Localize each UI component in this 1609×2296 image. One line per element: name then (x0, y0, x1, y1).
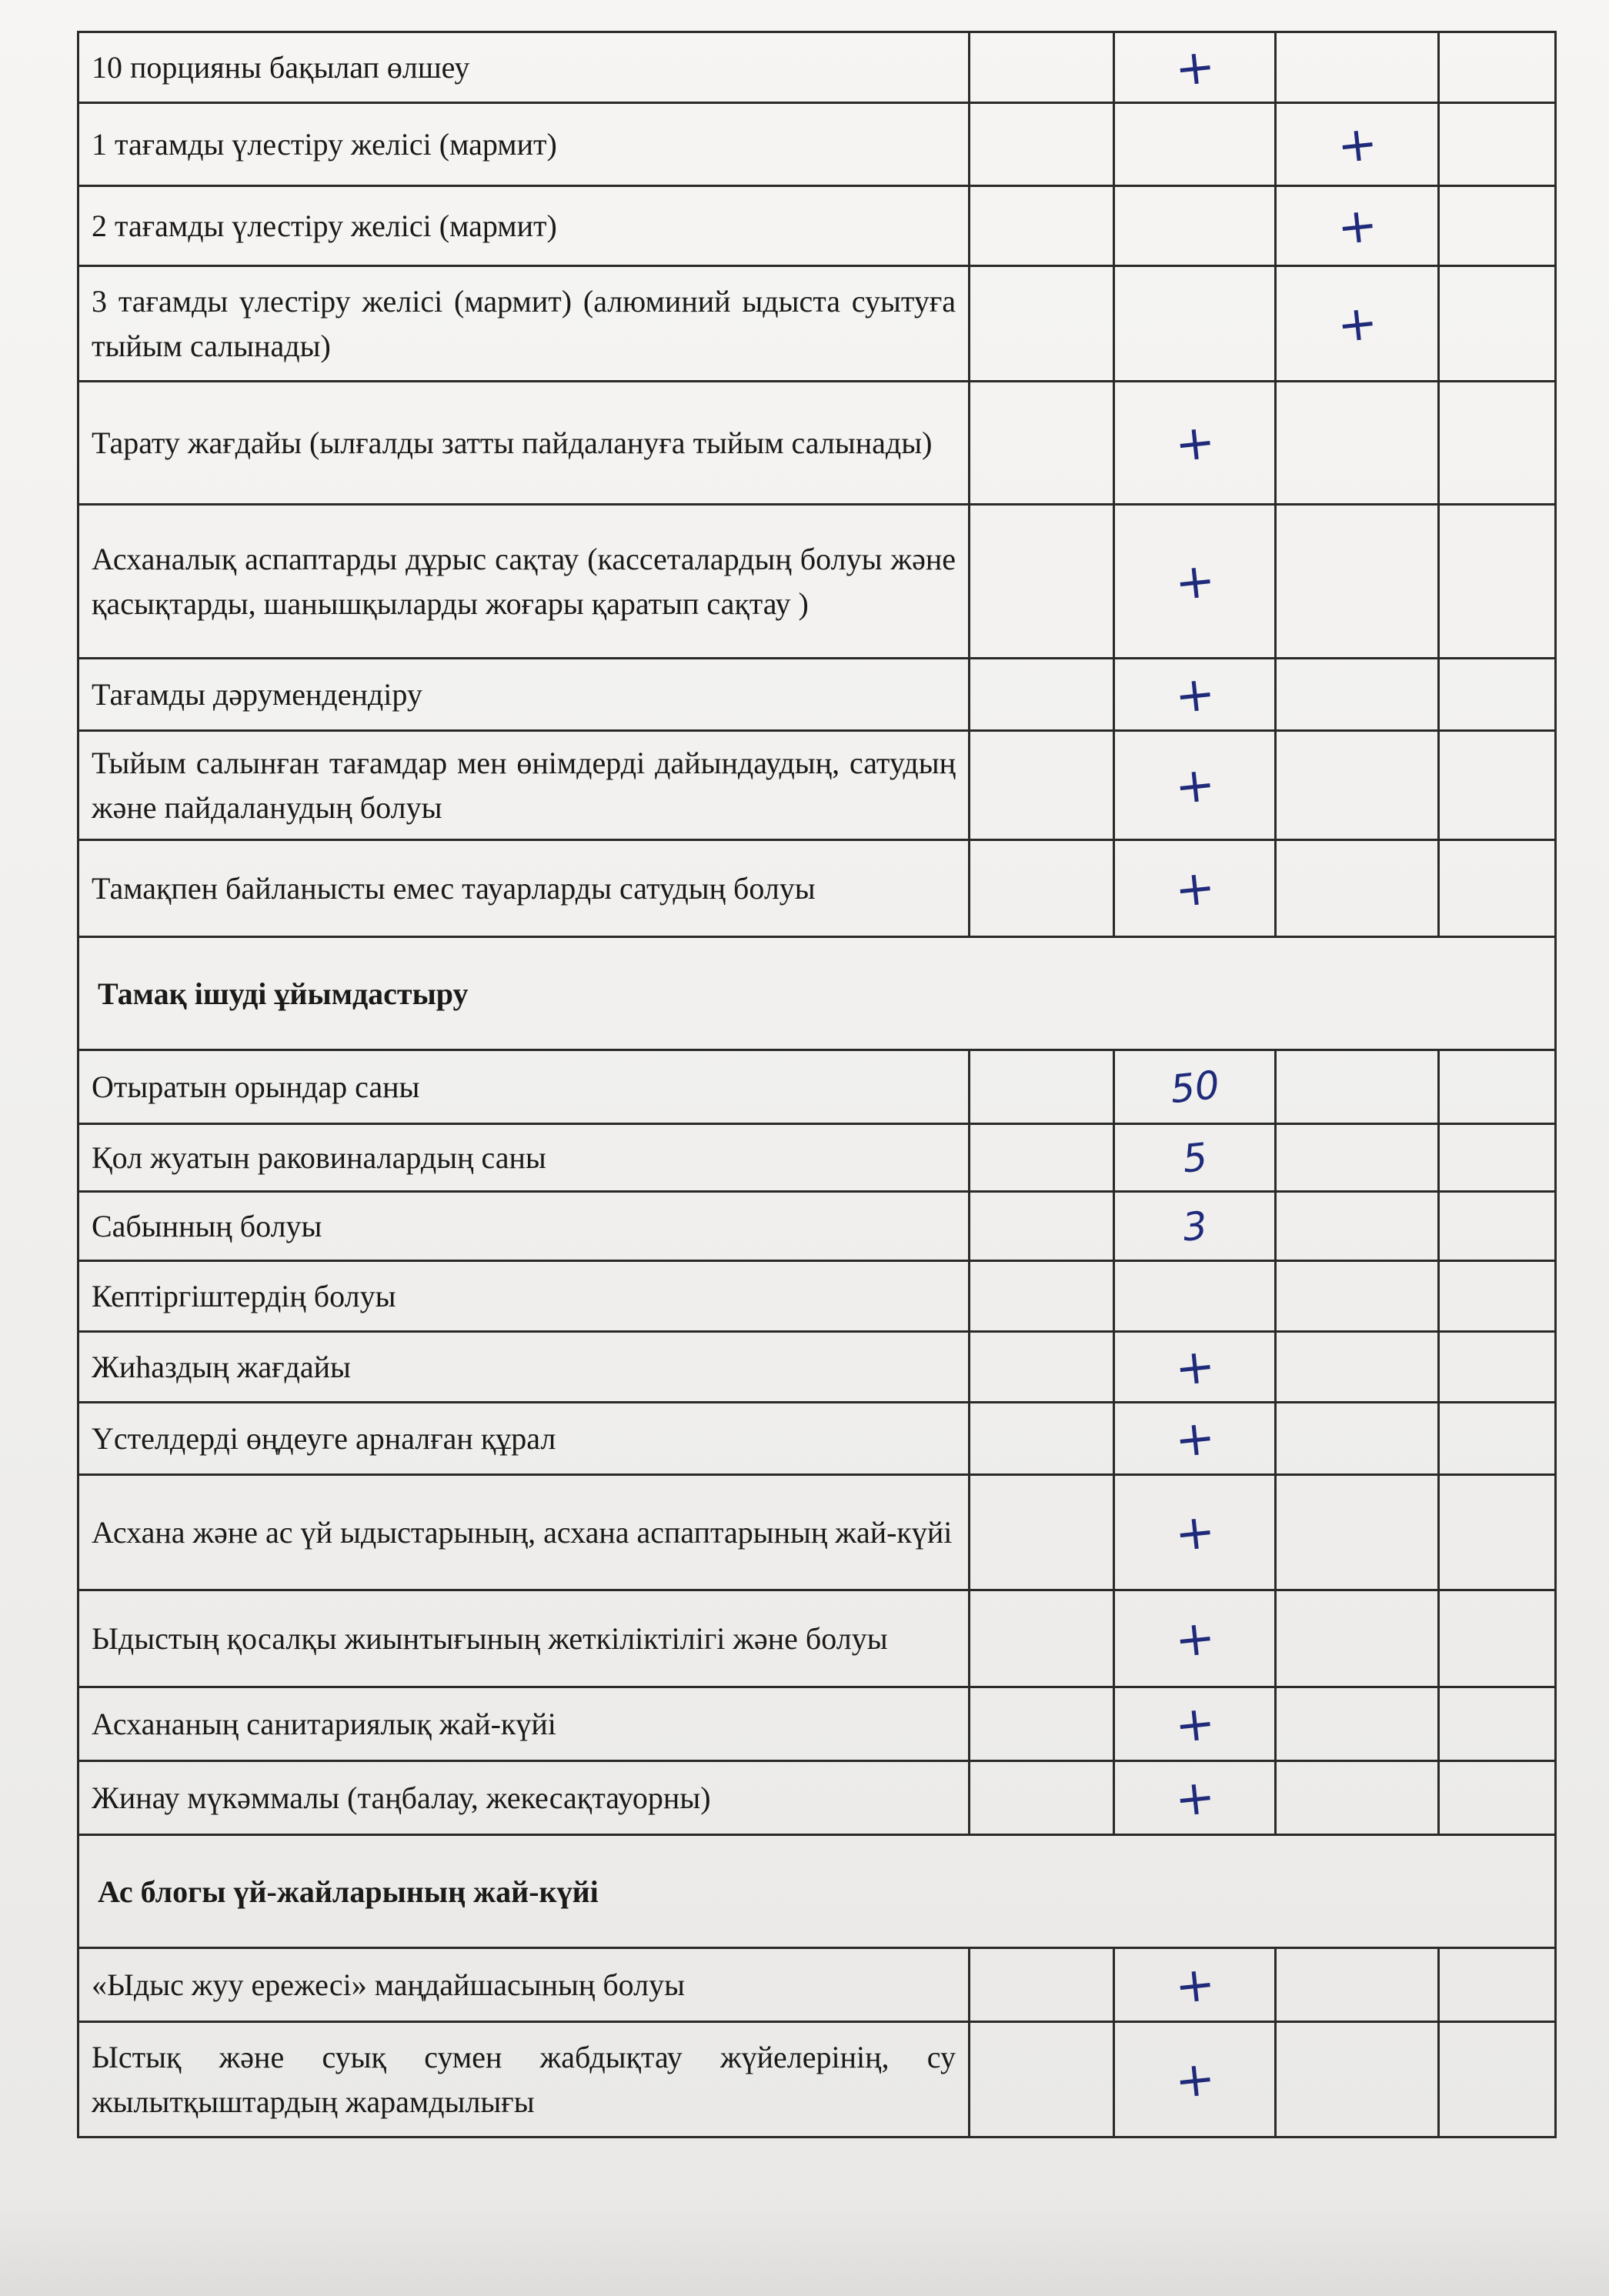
checklist-row (78, 1475, 1556, 1590)
checklist-row (78, 266, 1556, 382)
mark-cell-d (1439, 1124, 1556, 1192)
mark-cell-a (970, 840, 1114, 937)
checklist-row (78, 1590, 1556, 1687)
checklist-item-label: Үстелдерді өңдеуге арналған құрал (78, 1403, 970, 1475)
handwritten-mark: + (1171, 1694, 1218, 1754)
mark-cell-c (1276, 382, 1439, 505)
mark-cell-a (970, 505, 1114, 659)
mark-cell-c (1276, 186, 1439, 266)
checklist-item-label: Тарату жағдайы (ылғалды затты пайдалануға тыйым салынады) (78, 382, 970, 505)
checklist-row (78, 505, 1556, 659)
checklist-item-label: Тыйым салынған тағамдар мен өнімдерді дайындаудың, сатудың және пайдаланудың болуы (78, 731, 970, 840)
checklist-row (78, 186, 1556, 266)
checklist-row (78, 1332, 1556, 1403)
handwritten-mark: + (1171, 858, 1218, 919)
mark-cell-b (1114, 1332, 1276, 1403)
checklist-item-label: Ыдыстың қосалқы жиынтығының жеткіліктілігі және болуы (78, 1590, 970, 1687)
mark-cell-a (970, 2022, 1114, 2137)
checklist-row (78, 659, 1556, 731)
mark-cell-d (1439, 1761, 1556, 1835)
checklist-row (78, 2022, 1556, 2137)
mark-cell-c (1276, 32, 1439, 103)
checklist-row (78, 840, 1556, 937)
mark-cell-c (1276, 1475, 1439, 1590)
section-heading: Ас блогы үй-жайларының жай-күйі (78, 1835, 1556, 1948)
mark-cell-d (1439, 1590, 1556, 1687)
section-heading: Тамақ ішуді ұйымдастыру (78, 937, 1556, 1050)
checklist-item-label: Жиһаздың жағдайы (78, 1332, 970, 1403)
mark-cell-d (1439, 1948, 1556, 2022)
mark-cell-b (1114, 1761, 1276, 1835)
checklist-row (78, 1261, 1556, 1332)
mark-cell-b (1114, 266, 1276, 382)
mark-cell-a (970, 1332, 1114, 1403)
mark-cell-a (970, 1475, 1114, 1590)
checklist-item-label: Ыстық және суық сумен жабдықтау жүйелерінің, су жылытқыштардың жарамдылығы (78, 2022, 970, 2137)
mark-cell-c (1276, 1192, 1439, 1261)
checklist-item-label: 10 порцияны бақылап өлшеу (78, 32, 970, 103)
mark-cell-d (1439, 659, 1556, 731)
checklist-item-label: «Ыдыс жуу ережесі» маңдайшасының болуы (78, 1948, 970, 2022)
mark-cell-d (1439, 1475, 1556, 1590)
mark-cell-d (1439, 731, 1556, 840)
checklist-item-label: Тамақпен байланысты емес тауарларды сатудың болуы (78, 840, 970, 937)
mark-cell-b (1114, 1403, 1276, 1475)
mark-cell-a (970, 266, 1114, 382)
mark-cell-c (1276, 1261, 1439, 1332)
handwritten-mark: + (1171, 1408, 1218, 1469)
handwritten-mark: + (1171, 2049, 1218, 2110)
mark-cell-c (1276, 505, 1439, 659)
handwritten-mark: 5 (1180, 1133, 1210, 1182)
checklist-item-label: Асхананың санитариялық жай-күйі (78, 1687, 970, 1761)
mark-cell-d (1439, 1687, 1556, 1761)
checklist-row (78, 1948, 1556, 2022)
mark-cell-b (1114, 32, 1276, 103)
handwritten-mark: + (1171, 412, 1218, 473)
checklist-item-label: Асханалық аспаптарды дұрыс сақтау (кассеталардың болуы және қасықтарды, шанышқыларды жоғары қаратып сақтау ) (78, 505, 970, 659)
mark-cell-c (1276, 2022, 1439, 2137)
mark-cell-d (1439, 32, 1556, 103)
mark-cell-a (970, 1050, 1114, 1124)
handwritten-mark: + (1334, 114, 1380, 175)
section-row (78, 937, 1556, 1050)
handwritten-mark: + (1171, 37, 1218, 98)
inspection-checklist-table (77, 31, 1557, 2138)
mark-cell-a (970, 1403, 1114, 1475)
checklist-row (78, 1761, 1556, 1835)
mark-cell-d (1439, 2022, 1556, 2137)
mark-cell-a (970, 659, 1114, 731)
handwritten-mark: + (1171, 755, 1218, 816)
checklist-item-label: Тағамды дәрумендендіру (78, 659, 970, 731)
handwritten-mark: + (1171, 664, 1218, 725)
handwritten-mark: + (1171, 1337, 1218, 1397)
mark-cell-a (970, 731, 1114, 840)
mark-cell-c (1276, 103, 1439, 186)
handwritten-mark: + (1171, 1954, 1218, 2015)
mark-cell-b (1114, 1948, 1276, 2022)
mark-cell-b (1114, 1590, 1276, 1687)
mark-cell-b (1114, 731, 1276, 840)
mark-cell-a (970, 103, 1114, 186)
mark-cell-b (1114, 103, 1276, 186)
handwritten-mark: + (1334, 195, 1380, 256)
mark-cell-c (1276, 266, 1439, 382)
mark-cell-c (1276, 840, 1439, 937)
checklist-row (78, 1192, 1556, 1261)
handwritten-mark: 50 (1167, 1062, 1222, 1112)
checklist-item-label: Сабынның болуы (78, 1192, 970, 1261)
mark-cell-b (1114, 2022, 1276, 2137)
mark-cell-b (1114, 186, 1276, 266)
mark-cell-c (1276, 731, 1439, 840)
mark-cell-d (1439, 382, 1556, 505)
mark-cell-c (1276, 1050, 1439, 1124)
handwritten-mark: + (1334, 293, 1380, 354)
mark-cell-d (1439, 1403, 1556, 1475)
mark-cell-d (1439, 505, 1556, 659)
mark-cell-a (970, 1590, 1114, 1687)
mark-cell-a (970, 1192, 1114, 1261)
checklist-item-label: 1 тағамды үлестіру желісі (мармит) (78, 103, 970, 186)
mark-cell-a (970, 1948, 1114, 2022)
mark-cell-b (1114, 1192, 1276, 1261)
checklist-row (78, 1050, 1556, 1124)
mark-cell-a (970, 1761, 1114, 1835)
mark-cell-a (970, 1124, 1114, 1192)
page-shadow (0, 2201, 1609, 2296)
mark-cell-d (1439, 1050, 1556, 1124)
mark-cell-a (970, 1687, 1114, 1761)
checklist-item-label: Отыратын орындар саны (78, 1050, 970, 1124)
mark-cell-b (1114, 659, 1276, 731)
checklist-item-label: Қол жуатын раковиналардың саны (78, 1124, 970, 1192)
mark-cell-d (1439, 1192, 1556, 1261)
checklist-row (78, 1124, 1556, 1192)
mark-cell-a (970, 382, 1114, 505)
handwritten-mark: + (1171, 1608, 1218, 1669)
checklist-item-label: 3 тағамды үлестіру желісі (мармит) (алюминий ыдыста суытуға тыйым салынады) (78, 266, 970, 382)
mark-cell-d (1439, 186, 1556, 266)
mark-cell-d (1439, 1332, 1556, 1403)
mark-cell-b (1114, 1687, 1276, 1761)
mark-cell-d (1439, 103, 1556, 186)
mark-cell-b (1114, 382, 1276, 505)
mark-cell-b (1114, 1475, 1276, 1590)
mark-cell-c (1276, 1948, 1439, 2022)
checklist-item-label: 2 тағамды үлестіру желісі (мармит) (78, 186, 970, 266)
checklist-row (78, 1403, 1556, 1475)
mark-cell-d (1439, 1261, 1556, 1332)
mark-cell-d (1439, 840, 1556, 937)
mark-cell-d (1439, 266, 1556, 382)
mark-cell-b (1114, 1050, 1276, 1124)
handwritten-mark: + (1171, 1767, 1218, 1828)
checklist-item-label: Кептіргіштердің болуы (78, 1261, 970, 1332)
mark-cell-b (1114, 1124, 1276, 1192)
mark-cell-c (1276, 1590, 1439, 1687)
checklist-row (78, 1687, 1556, 1761)
handwritten-mark: + (1171, 551, 1218, 612)
handwritten-mark: 3 (1180, 1202, 1210, 1250)
checklist-row (78, 382, 1556, 505)
mark-cell-a (970, 32, 1114, 103)
checklist-row (78, 731, 1556, 840)
mark-cell-a (970, 1261, 1114, 1332)
mark-cell-b (1114, 1261, 1276, 1332)
checklist-item-label: Асхана және ас үй ыдыстарының, асхана аспаптарының жай-күйі (78, 1475, 970, 1590)
mark-cell-c (1276, 1687, 1439, 1761)
mark-cell-c (1276, 1761, 1439, 1835)
mark-cell-c (1276, 659, 1439, 731)
mark-cell-a (970, 186, 1114, 266)
mark-cell-c (1276, 1124, 1439, 1192)
mark-cell-c (1276, 1403, 1439, 1475)
checklist-item-label: Жинау мүкәммалы (таңбалау, жекесақтауорны) (78, 1761, 970, 1835)
mark-cell-b (1114, 840, 1276, 937)
section-row (78, 1835, 1556, 1948)
handwritten-mark: + (1171, 1502, 1218, 1563)
mark-cell-b (1114, 505, 1276, 659)
mark-cell-c (1276, 1332, 1439, 1403)
checklist-row (78, 103, 1556, 186)
checklist-row (78, 32, 1556, 103)
